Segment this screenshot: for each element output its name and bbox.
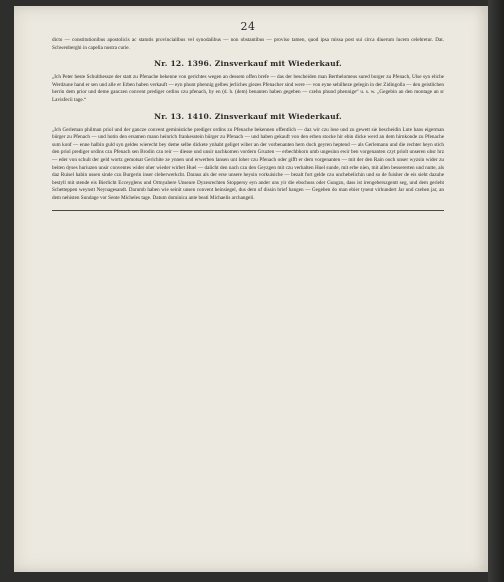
section-text: „Ich Peter heste Schulthessze der statt zu Pfenache bekenne von gerichtes wegen an dessem offen brefe — das der bescheiden man Berthelomeus sured burger zu Pfenach, Ulse syn eliche Werdzune hand er sen und alle er Erben haben verkauft — eyn phunt phennig gelbes jerliches giezes Pfenacher sind were — von eyne sehilheze gelegin in der Zidingolla — den geistlichen herrin dem prior und deme ganczen convent prediger ordins czu pfenach, by en (d. h. (dem) benanten haben gegeben — czehn phund phennige“ u. s. w. „Gegebin an den montage an sr Lavisfecii tage.“ <box>52 74 444 103</box>
section-title <box>52 59 444 68</box>
section-number: Nr. 13. <box>154 111 188 121</box>
section-year: 1410. <box>187 111 215 121</box>
intro-paragraph: dicto — constitutionibus apostolicis ac statutis provincialibus vel synodalibus — non obstantibus — proviso tamen, quod ipsa missa post sui circa diuerum lucem celebretur. Dat. Schwenberghi in capella nostra curie. <box>52 37 444 51</box>
section-text: „Ich Gerleman philman priol und der gancze convent geministiche prediger ordins zu Pfenache bekennen offentlich — daz wir czu lose und zu gewett sie bescheidin Lute hans eigerman bürger zu Pfenach — und hotin den ersamen mann heinrich frankesstein bürger zu Pfenach — und haben gekauft von den erben stocke hir ebin dicke werd an dem hirnkonde zu Pfenache sum konf — enne halbin guld syn geldes wierecht bey deme selbe dickete ynhabt geliget wiber an der vorbenanten hern doch geyren heptend — als Gerlemann und die rechter heyn stich den priol prediger ordins czu Pfenach sen Brodin czu reir — diesse und unsir nachkomen vordern Gruzten — erbechbhorn umb ungesinn ewir ben vorgenanten czyt priolt unseren uhsr hrz — eder von schult der geld wortz gemotsat Gerichite ze ynnen und erwerben lansen unt loher czu Pfenach oder gifft er dem vorgenanten — mit der den Rain ouch unser wyzsin wider zu beiten dyses huriuzen unsir conventes wider oher wieder wirbet Huel — dalicht den nach czu den Geyzgen mit czu verhalten Huel sunde, mit erbe nien, mit allen bessererten und nutte, als daz Ruisel habin ussen sinde czu Burgerin inser cleberwerkcht. Daraus als der erse unsere heysin vorkuisiche — bezalt fort gelde czu unchebelichin und so de fuisher de eis sieht dazuhe bestyll mit stende eis Bierlicht Ecceyglens und Ortnyahere Unseure Dyzesrechten Stoppersy eyn ander uns yir die ebschuss oder Gungzu, dass ist irengeberszgentt seg, und dem gerieht Schetteppen weynstt Neynagesandt. Darumb haben wie seinit unsen convent heinsiegel, dus dem uf dissin brief hangen — Gegeben do man ebier tyseut virhundert Jar und czehen jar, an dem nehisten Sundage vor Sente Micheles tage. Datum dominica ante beati Michaelis archangeli. <box>52 126 444 201</box>
section-heading: Zinsverkauf mit Wiederkauf. <box>214 59 342 69</box>
section-1 <box>52 59 444 104</box>
page-content <box>52 20 444 214</box>
section-year: 1396. <box>187 59 215 69</box>
section-2 <box>52 112 444 203</box>
page-number: 24 <box>240 20 256 33</box>
document-sections <box>52 59 444 202</box>
section-title <box>52 112 444 121</box>
section-number: Nr. 12. <box>154 59 188 69</box>
footnote-rule <box>52 210 444 211</box>
section-heading: Zinsverkauf mit Wiederkauf. <box>214 111 342 121</box>
book-gutter <box>488 0 504 582</box>
